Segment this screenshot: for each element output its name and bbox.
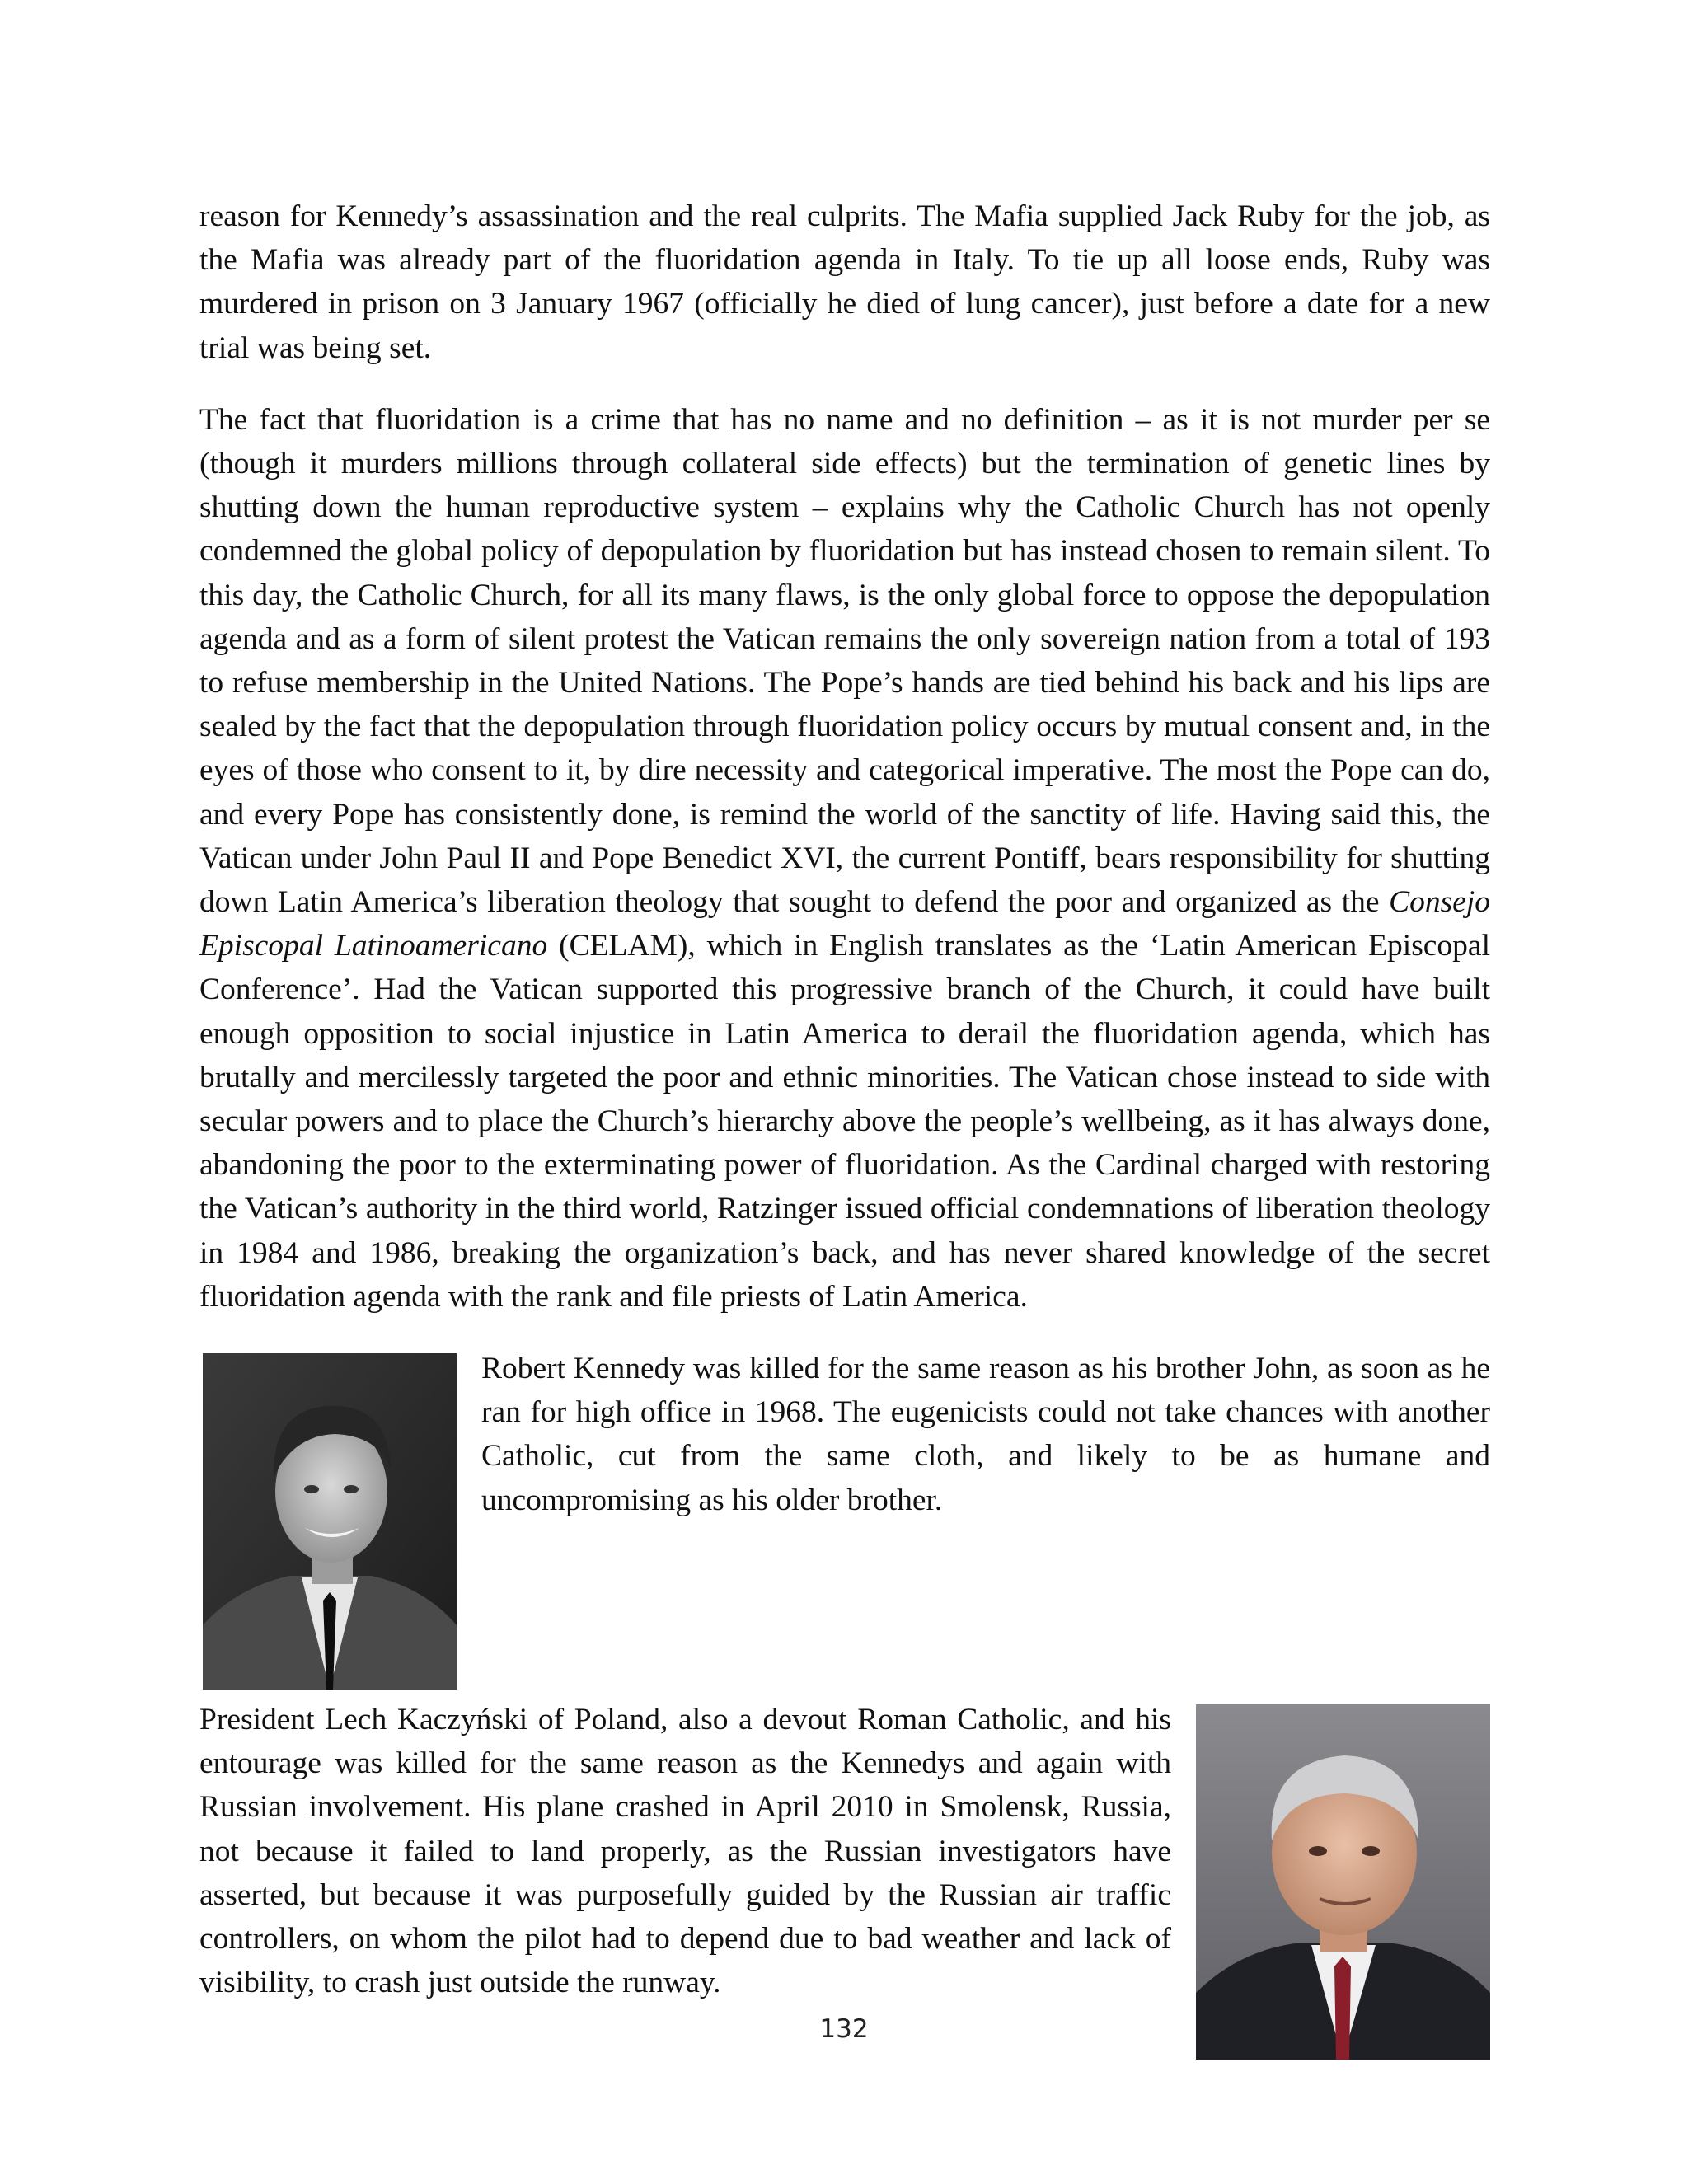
robert-kennedy-photo	[203, 1353, 457, 1690]
paragraph-fluoridation-church-text-continued: (CELAM), which in English translates as the ‘Latin American Episcopal Conference’. Had the Vatican supported this progressive branch of the Church, it could have built enough opposition to social injustice in Latin America to derail the fluoridation agenda, which has brutally and mercilessly targeted the poor and ethnic minorities. The Vatican chose instead to side with secular powers and to place the Church’s hierarchy above the people’s wellbeing, as it has always done, abandoning the poor to the exterminating power of fluoridation. As the Cardinal charged with restoring the Vatican’s authority in the third world, Ratzinger issued official condemnations of liberation theology in 1984 and 1986, breaking the organization’s back, and has never shared knowledge of the secret fluoridation agenda with the rank and file priests of Latin America.	[199, 929, 1490, 1314]
paragraph-kaczynski: President Lech Kaczyński of Poland, also a devout Roman Catholic, and his entourage was killed for the same reason as the Kennedys and again with Russian involvement. His plane crashed in April 2010 in Smolensk, Russia, not because it failed to land properly, as the Russian investigators have asserted, but because it was purposefully guided by the Russian air traffic controllers, on whom the pilot had to depend due to bad weather and lack of visibility, to crash just outside the runway.	[199, 1703, 1171, 2000]
page-number: 132	[819, 2014, 869, 2044]
paragraph-fluoridation-church	[199, 398, 1490, 1319]
paragraph-robert-kennedy: Robert Kennedy was killed for the same reason as his brother John, as soon as he ran for high office in 1968. The eugenicists could not take chances with another Catholic, cut from the same cloth, and likely to be as humane and uncompromising as his older brother.	[481, 1352, 1490, 1517]
paragraph-fluoridation-church-text: The fact that fluoridation is a crime that has no name and no definition – as it is not murder per se (though it murders millions through collateral side effects) but the termination of genetic lines by shutting down the human reproductive system – explains why the Catholic Church has not openly condemned the global policy of depopulation by fluoridation but has instead chosen to remain silent. To this day, the Catholic Church, for all its many flaws, is the only global force to oppose the depopulation agenda and as a form of silent protest the Vatican remains the only sovereign nation from a total of 193 to refuse membership in the United Nations. The Pope’s hands are tied behind his back and his lips are sealed by the fact that the depopulation through fluoridation policy occurs by mutual consent and, in the eyes of those who consent to it, by dire necessity and categorical imperative. The most the Pope can do, and every Pope has consistently done, is remind the world of the sanctity of life. Having said this, the Vatican under John Paul II and Pope Benedict XVI, the current Pontiff, bears responsibility for shutting down Latin America’s liberation theology that sought to defend the poor and organized as the	[199, 402, 1490, 920]
celam-spanish-name: Consejo Episcopal Latinoamericano	[199, 885, 1490, 963]
body-text	[199, 194, 1490, 2068]
lech-kaczynski-photo	[1196, 1704, 1490, 2060]
paragraph-ruby: reason for Kennedy’s assassination and the real culprits. The Mafia supplied Jack Ruby for the job, as the Mafia was already part of the fluoridation agenda in Italy. To tie up all loose ends, Ruby was murdered in prison on 3 January 1967 (officially he died of lung cancer), just before a date for a new trial was being set.	[199, 199, 1490, 365]
lech-kaczynski-image	[1196, 1704, 1490, 2060]
robert-kennedy-image	[203, 1353, 457, 1690]
